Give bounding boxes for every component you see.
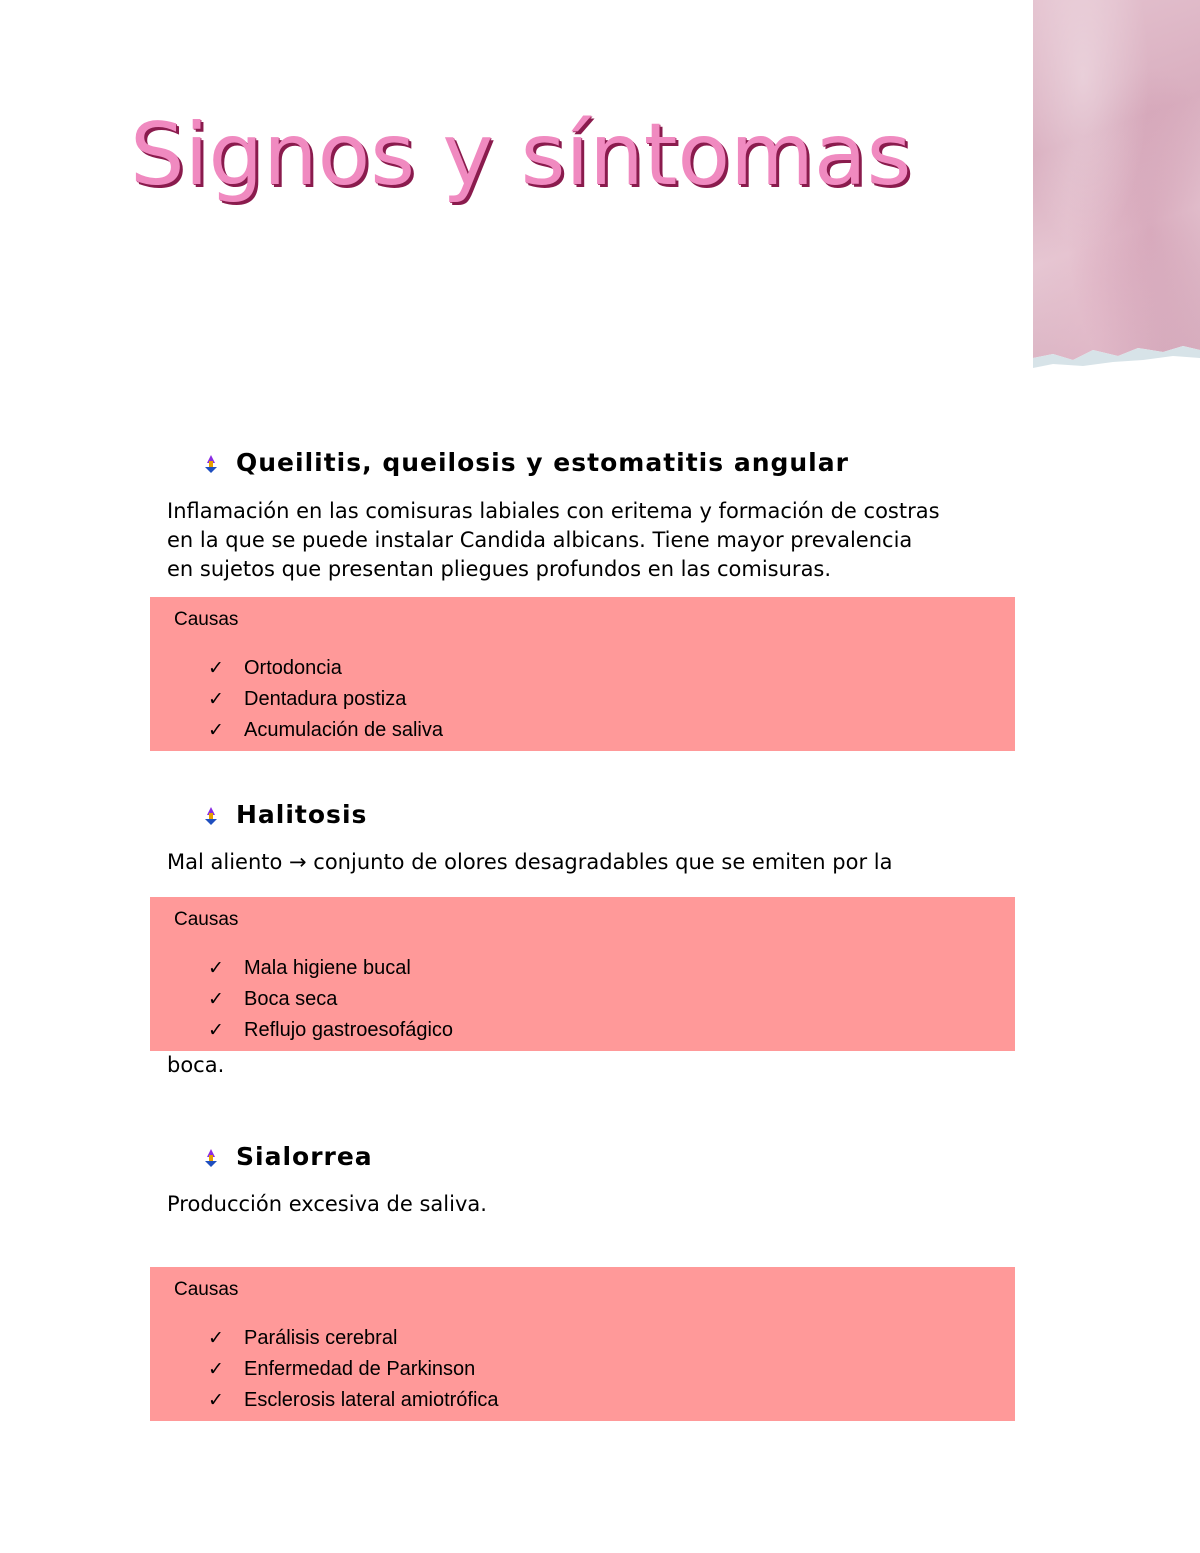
- bullet-arrow-icon: [200, 1147, 222, 1169]
- causes-box: [150, 1267, 1015, 1421]
- cause-text: Reflujo gastroesofágico: [244, 1019, 454, 1041]
- cause-text: Mala higiene bucal: [244, 957, 411, 979]
- cause-text: Boca seca: [244, 988, 338, 1010]
- cause-item: [208, 1354, 499, 1385]
- page-title: Signos y síntomas: [130, 105, 912, 205]
- check-icon: ✓: [208, 989, 224, 1010]
- causes-label: Causas: [174, 909, 239, 930]
- section-description: [167, 848, 1047, 877]
- check-icon: ✓: [208, 1328, 224, 1349]
- check-icon: ✓: [208, 689, 224, 710]
- torn-edge-image: [1033, 344, 1200, 384]
- text-line: boca.: [167, 1053, 225, 1077]
- section-description: [167, 1190, 1047, 1219]
- section-heading-text: Queilitis, queilosis y estomatitis angular: [236, 448, 849, 477]
- causes-list: [208, 653, 443, 746]
- check-icon: ✓: [208, 658, 224, 679]
- check-icon: ✓: [208, 1359, 224, 1380]
- cause-text: Parálisis cerebral: [244, 1327, 398, 1349]
- cause-item: [208, 715, 443, 746]
- causes-list: [208, 1323, 499, 1416]
- text-line: en la que se puede instalar Candida albicans. Tiene mayor prevalencia: [167, 528, 913, 552]
- section-heading-text: Sialorrea: [236, 1142, 373, 1171]
- section-heading-halitosis: [200, 800, 367, 829]
- cause-item: [208, 684, 443, 715]
- cause-item: [208, 653, 443, 684]
- causes-box: [150, 597, 1015, 751]
- text-line: en sujetos que presentan pliegues profundos en las comisuras.: [167, 557, 832, 581]
- cause-text: Ortodoncia: [244, 657, 342, 679]
- cause-item: [208, 1323, 499, 1354]
- cause-item: [208, 953, 453, 984]
- section-heading-queilitis: [200, 448, 849, 477]
- cause-text: Esclerosis lateral amiotrófica: [244, 1389, 499, 1411]
- causes-label: Causas: [174, 609, 239, 630]
- causes-label: Causas: [174, 1279, 239, 1300]
- section-heading-sialorrea: [200, 1142, 373, 1171]
- causes-list: [208, 953, 453, 1046]
- check-icon: ✓: [208, 1390, 224, 1411]
- section-description-continued: [167, 1051, 1047, 1080]
- check-icon: ✓: [208, 720, 224, 741]
- cause-text: Acumulación de saliva: [244, 719, 443, 741]
- check-icon: ✓: [208, 958, 224, 979]
- section-description: [167, 497, 1047, 584]
- cause-text: Enfermedad de Parkinson: [244, 1358, 476, 1380]
- bullet-arrow-icon: [200, 805, 222, 827]
- cause-item: [208, 984, 453, 1015]
- check-icon: ✓: [208, 1020, 224, 1041]
- cause-text: Dentadura postiza: [244, 688, 407, 710]
- cause-item: [208, 1385, 499, 1416]
- text-line: Mal aliento → conjunto de olores desagradables que se emiten por la: [167, 850, 893, 874]
- cause-item: [208, 1015, 453, 1046]
- causes-box: [150, 897, 1015, 1051]
- section-heading-text: Halitosis: [236, 800, 368, 829]
- text-line: Producción excesiva de saliva.: [167, 1192, 487, 1216]
- text-line: Inflamación en las comisuras labiales con eritema y formación de costras: [167, 499, 940, 523]
- bullet-arrow-icon: [200, 453, 222, 475]
